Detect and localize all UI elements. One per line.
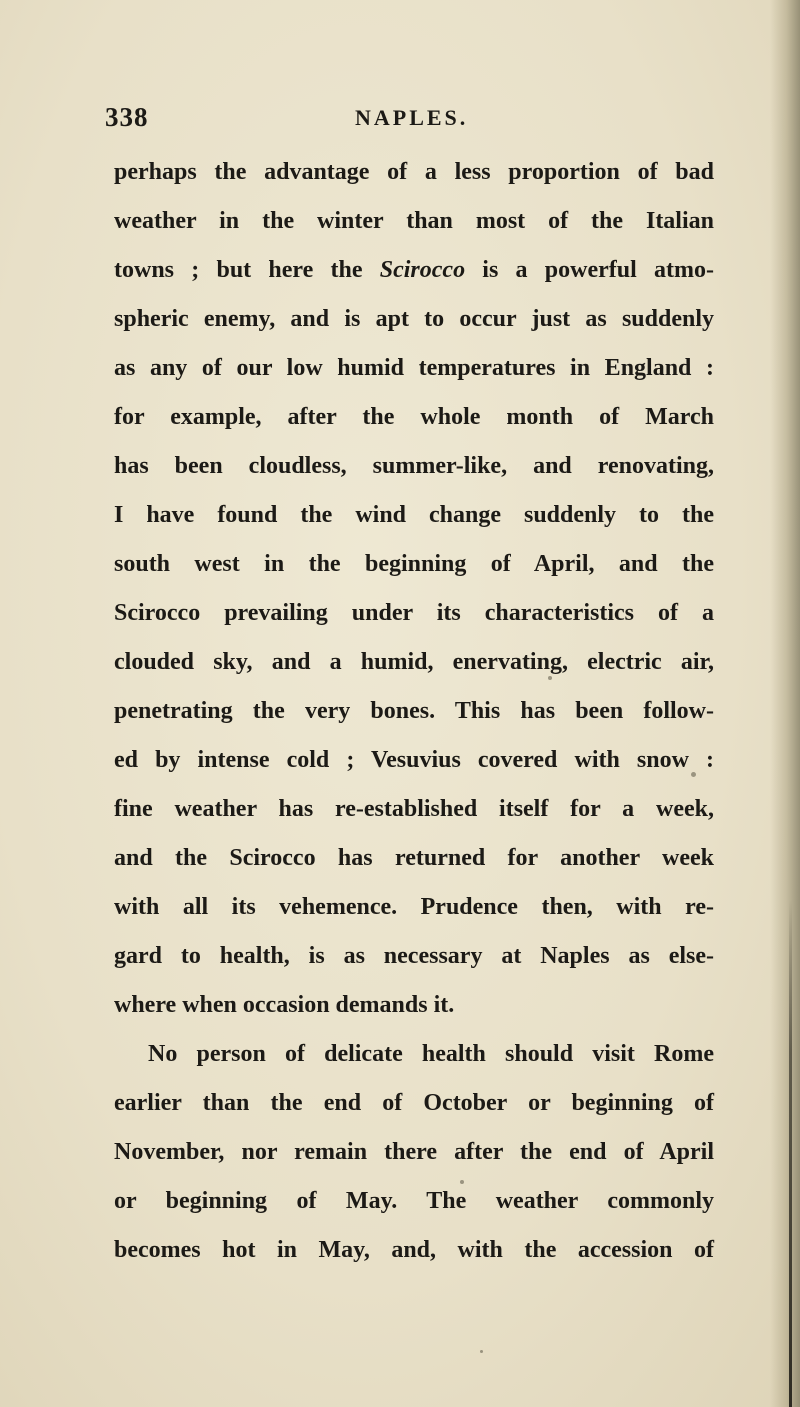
text-segment: is a powerful atmo-: [465, 257, 714, 283]
text-line: as any of our low humid temperatures in England :: [114, 355, 714, 381]
text-line: gard to health, is as necessary at Naples as else-: [114, 943, 714, 969]
page-edge-line: [789, 900, 792, 1407]
text-segment: towns ; but here the: [114, 257, 380, 283]
text-line: penetrating the very bones. This has been follow-: [114, 698, 714, 724]
text-line: where when occasion demands it.: [114, 992, 455, 1018]
text-line: has been cloudless, summer-like, and renovating,: [114, 453, 714, 479]
body-text: [114, 148, 714, 1275]
text-line: ed by intense cold ; Vesuvius covered with snow :: [114, 747, 714, 773]
page-number: 338: [105, 102, 149, 132]
text-line: with all its vehemence. Prudence then, with re-: [114, 894, 714, 920]
italic-term: Scirocco: [379, 257, 466, 283]
page-header: [0, 102, 800, 142]
running-head: NAPLES.: [355, 105, 469, 130]
text-line: November, nor remain there after the end of April: [114, 1139, 714, 1165]
text-line: I have found the wind change suddenly to the: [114, 502, 714, 528]
text-line: for example, after the whole month of March: [114, 404, 714, 430]
text-line: perhaps the advantage of a less proportion of bad: [114, 159, 714, 185]
text-line: weather in the winter than most of the Italian: [114, 208, 714, 234]
text-line: [114, 246, 714, 295]
paper-speck: [460, 1180, 464, 1184]
text-line: becomes hot in May, and, with the accession of: [114, 1237, 714, 1263]
text-line: earlier than the end of October or beginning of: [114, 1090, 714, 1116]
text-line: or beginning of May. The weather commonly: [114, 1188, 714, 1214]
page-edge-shadow: [770, 0, 800, 1407]
text-line: fine weather has re-established itself for a week,: [114, 796, 714, 822]
paper-speck: [548, 676, 552, 680]
text-line: Scirocco prevailing under its characteristics of a: [114, 600, 714, 626]
text-line: south west in the beginning of April, and the: [114, 551, 714, 577]
text-line: spheric enemy, and is apt to occur just as suddenly: [114, 306, 714, 332]
paper-speck: [691, 772, 696, 777]
text-line: No person of delicate health should visit Rome: [148, 1041, 714, 1067]
text-line: and the Scirocco has returned for another week: [114, 845, 714, 871]
paper-speck: [480, 1350, 483, 1353]
text-line: clouded sky, and a humid, enervating, electric air,: [114, 649, 714, 675]
